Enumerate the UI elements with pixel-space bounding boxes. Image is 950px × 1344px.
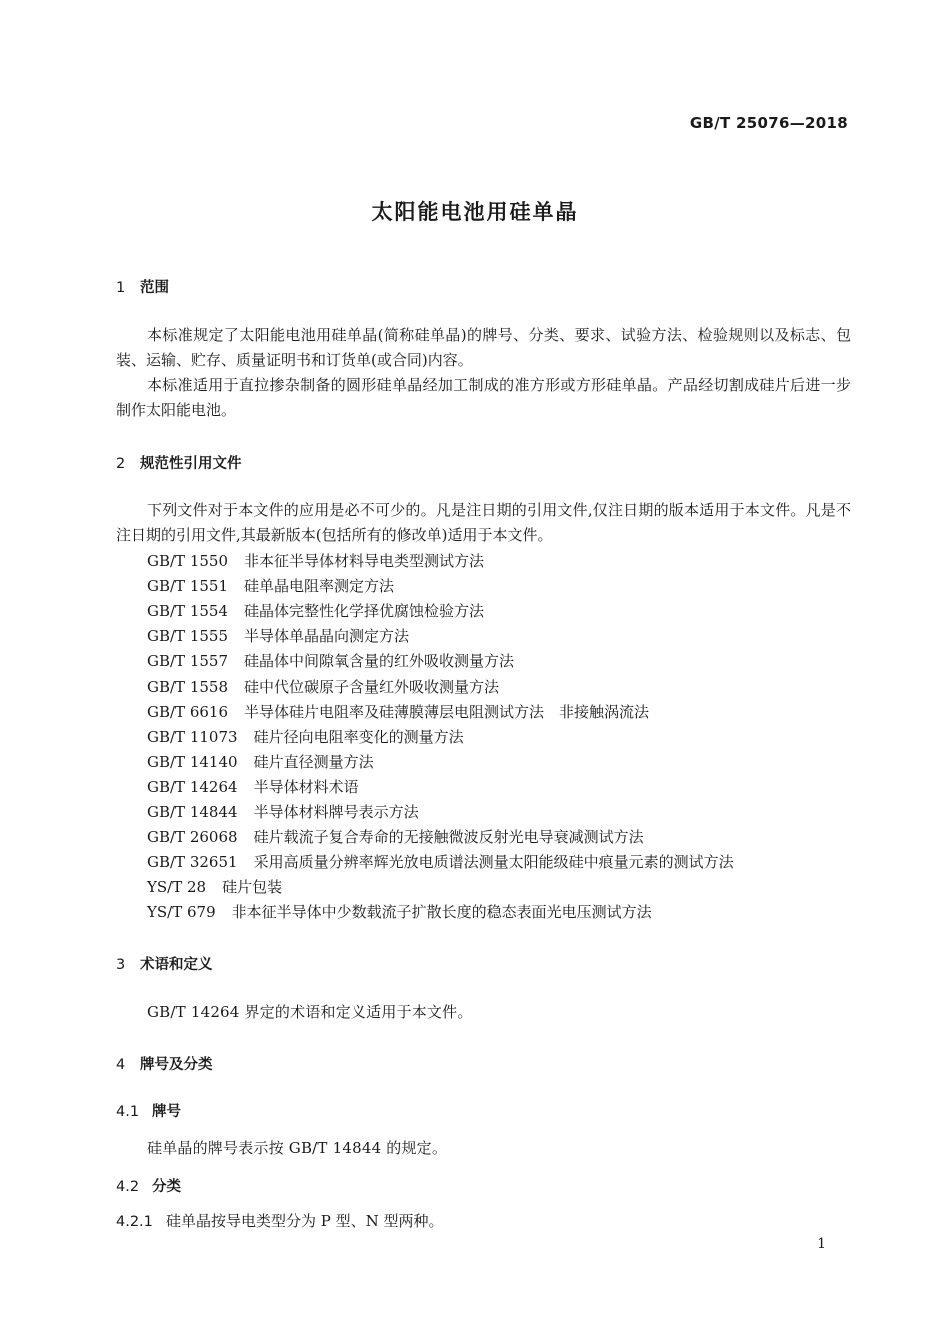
section-number: 4.2 — [116, 1179, 140, 1195]
section-title: 分类 — [152, 1179, 181, 1195]
document-title: 太阳能电池用硅单晶 — [371, 200, 579, 224]
paragraph: 本标准适用于直拉掺杂制备的圆形硅单晶经加工制成的准方形或方形硅单晶。产品经切割成硅片后进一步制作太阳能电池。 — [116, 376, 851, 419]
section-number: 4 — [116, 1057, 126, 1073]
section-4-1-heading — [116, 1100, 181, 1121]
reference-title: 半导体单晶晶向测定方法 — [244, 627, 410, 646]
section-4-heading — [116, 1053, 213, 1074]
section-number: 3 — [116, 957, 126, 973]
reference-code: GB/T 1550 — [147, 552, 229, 570]
section-2-heading — [116, 452, 242, 473]
reference-code: GB/T 1551 — [147, 577, 229, 596]
reference-item — [147, 826, 644, 847]
standard-code: GB/T 25076—2018 — [689, 114, 848, 132]
paragraph: 下列文件对于本文件的应用是必不可少的。凡是注日期的引用文件,仅注日期的版本适用于本文件。凡是不注日期的引用文件,其最新版本(包括所有的修改单)适用于本文件。 — [116, 501, 851, 544]
section-title: 范围 — [140, 280, 169, 296]
reference-title: 非本征半导体材料导电类型测试方法 — [244, 552, 485, 570]
reference-item — [147, 575, 394, 596]
reference-item — [147, 776, 359, 797]
reference-item — [147, 550, 484, 571]
section-number: 4.1 — [116, 1104, 140, 1120]
reference-title: 硅片包装 — [222, 878, 283, 897]
reference-item — [147, 751, 374, 772]
reference-title: 非本征半导体中少数载流子扩散长度的稳态表面光电压测试方法 — [231, 903, 652, 922]
reference-code: GB/T 14844 — [147, 803, 238, 821]
section-number: 2 — [116, 456, 126, 472]
reference-title: 硅片载流子复合寿命的无接触微波反射光电导衰减测试方法 — [253, 828, 644, 847]
reference-code: GB/T 14264 — [147, 777, 238, 796]
section-3-paragraph: GB/T 14264 界定的术语和定义适用于本文件。 — [147, 1003, 473, 1021]
reference-code: GB/T 1558 — [147, 677, 229, 696]
paragraph: 本标准规定了太阳能电池用硅单晶(简称硅单晶)的牌号、分类、要求、试验方法、检验规则以及标志、包装、运输、贮存、质量证明书和订货单(或合同)内容。 — [116, 326, 851, 369]
reference-code: YS/T 28 — [147, 878, 207, 897]
reference-title: 半导体硅片电阻率及硅薄膜薄层电阻测试方法 非接触涡流法 — [244, 702, 650, 721]
reference-title: 硅晶体中间隙氧含量的红外吸收测量方法 — [244, 652, 515, 671]
clause-text: 硅单晶按导电类型分为 P 型、N 型两种。 — [166, 1212, 444, 1230]
reference-item — [147, 701, 649, 722]
reference-item — [147, 851, 734, 872]
section-title: 术语和定义 — [140, 957, 213, 973]
section-4-2-1 — [116, 1210, 444, 1231]
reference-code: GB/T 6616 — [147, 702, 229, 721]
page-number: 1 — [817, 1236, 826, 1252]
reference-title: 硅片直径测量方法 — [253, 752, 374, 771]
reference-item — [147, 726, 464, 747]
reference-item — [147, 650, 514, 671]
reference-code: GB/T 26068 — [147, 828, 238, 847]
reference-code: GB/T 14140 — [147, 752, 238, 771]
reference-item — [147, 625, 409, 646]
section-title: 规范性引用文件 — [140, 456, 242, 472]
reference-item — [147, 676, 499, 697]
section-title: 牌号 — [152, 1104, 181, 1120]
section-4-2-heading — [116, 1175, 181, 1196]
clause-number: 4.2.1 — [116, 1214, 153, 1230]
section-1-body — [116, 323, 851, 423]
section-1-heading — [116, 276, 169, 297]
reference-title: 硅中代位碳原子含量红外吸收测量方法 — [244, 677, 500, 696]
reference-code: GB/T 11073 — [147, 727, 238, 746]
section-2-body — [116, 498, 851, 548]
section-title: 牌号及分类 — [140, 1057, 213, 1073]
reference-title: 硅单晶电阻率测定方法 — [244, 577, 395, 596]
reference-code: GB/T 1555 — [147, 627, 229, 646]
reference-code: YS/T 679 — [147, 903, 216, 922]
reference-code: GB/T 1557 — [147, 652, 229, 671]
reference-item — [147, 600, 484, 621]
reference-title: 半导体材料牌号表示方法 — [253, 803, 419, 821]
reference-title: 半导体材料术语 — [253, 777, 359, 796]
reference-item — [147, 901, 652, 922]
section-number: 1 — [116, 280, 126, 296]
reference-title: 采用高质量分辨率辉光放电质谱法测量太阳能级硅中痕量元素的测试方法 — [253, 853, 734, 872]
reference-title: 硅片径向电阻率变化的测量方法 — [253, 727, 464, 746]
reference-code: GB/T 32651 — [147, 853, 238, 872]
section-4-1-paragraph: 硅单晶的牌号表示按 GB/T 14844 的规定。 — [147, 1139, 448, 1157]
reference-code: GB/T 1554 — [147, 602, 229, 621]
reference-item — [147, 876, 282, 897]
section-3-heading — [116, 953, 213, 974]
reference-item — [147, 801, 419, 822]
reference-title: 硅晶体完整性化学择优腐蚀检验方法 — [244, 602, 485, 621]
